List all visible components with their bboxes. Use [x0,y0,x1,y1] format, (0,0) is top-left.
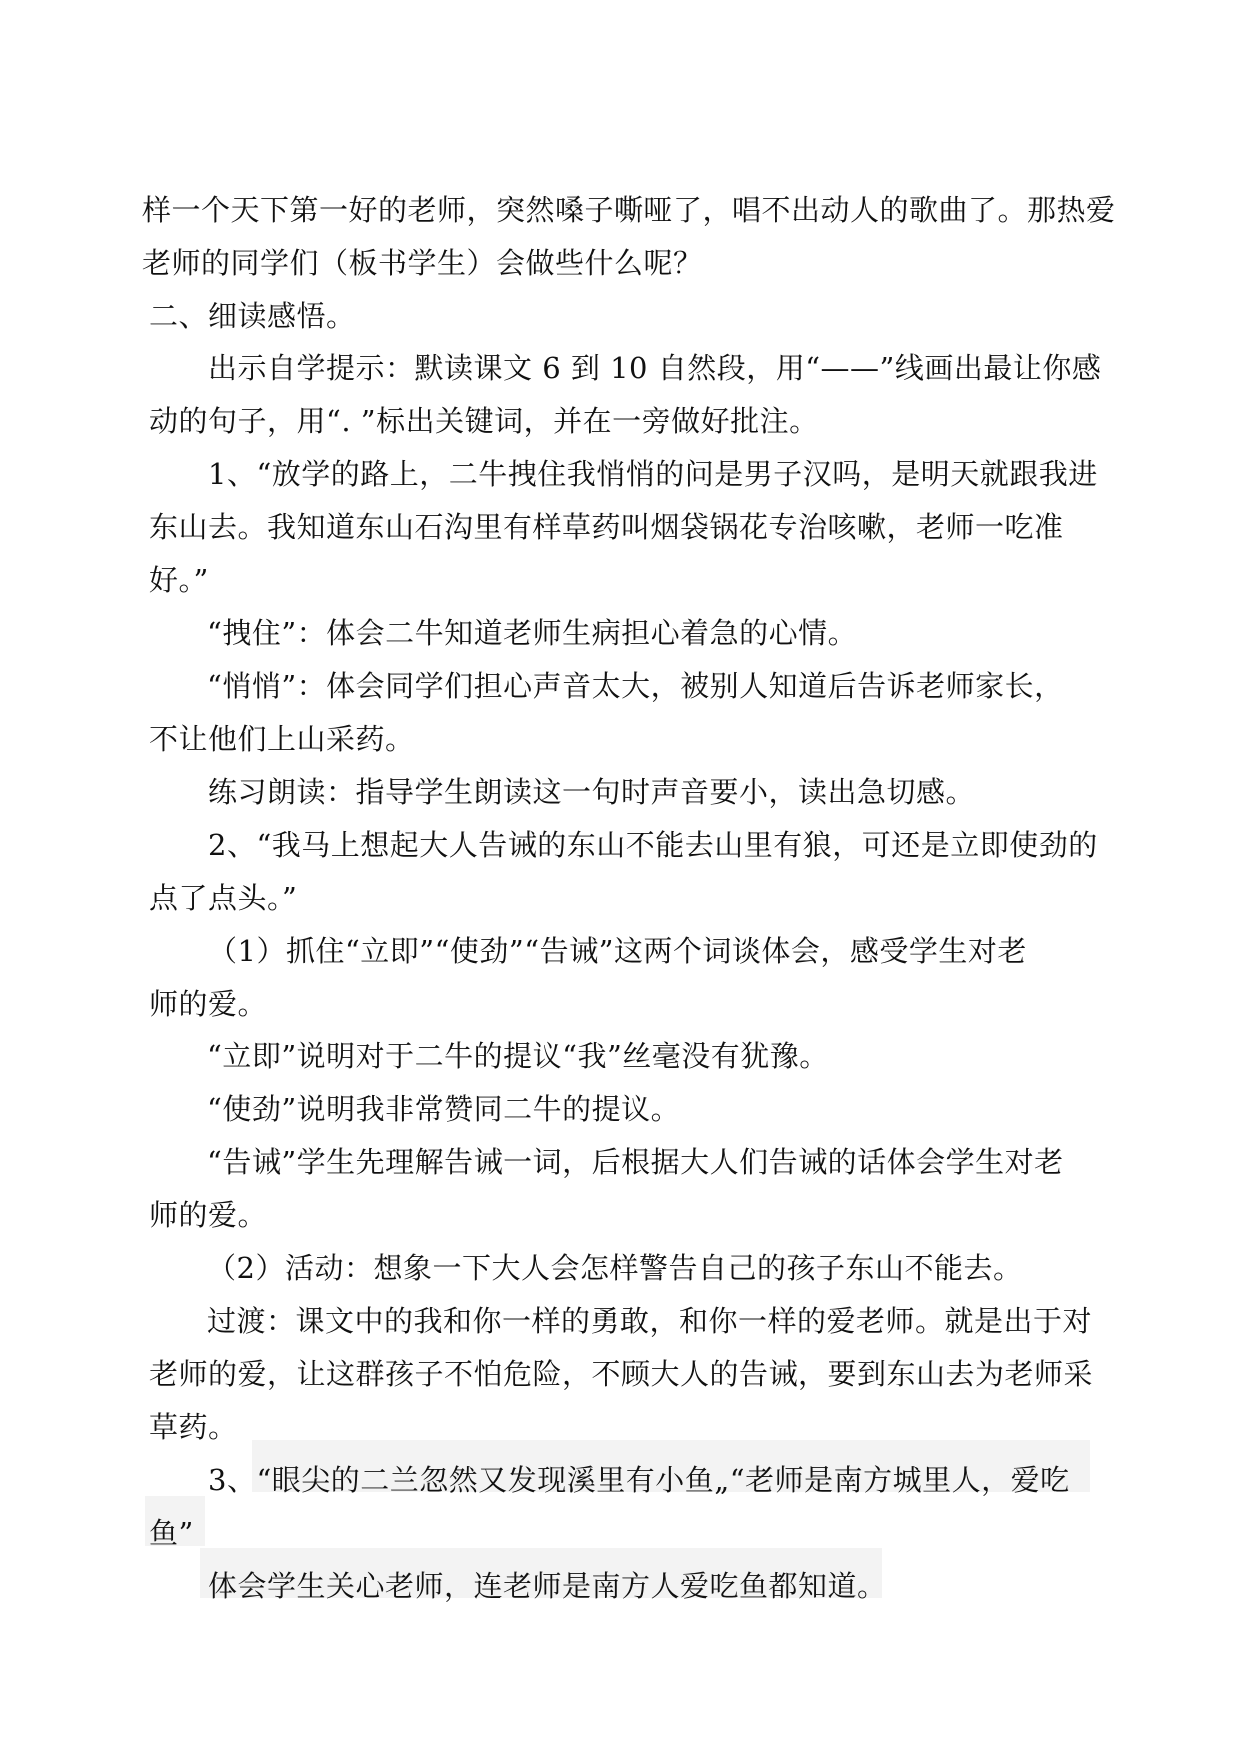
text-line: （1）抓住“立即”“使劲”“告诫”这两个词谈体会，感受学生对老 [208,934,1027,968]
text-line: 出示自学提示：默读课文 6 到 10 自然段，用“——”线画出最让你感 [208,351,1102,385]
text-line: 练习朗读：指导学生朗读这一句时声音要小，读出急切感。 [208,775,976,809]
text-line: “告诫”学生先理解告诫一词，后根据大人们告诫的话体会学生对老 [207,1145,1064,1179]
text-line: 老师的爱，让这群孩子不怕危险，不顾大人的告诫，要到东山去为老师采 [149,1357,1094,1391]
text-line: 草药。 [149,1410,238,1444]
text-line: 1、“放学的路上，二牛拽住我悄悄的问是男子汉吗，是明天就跟我进 [208,457,1098,491]
text-line: 过渡：课文中的我和你一样的勇敢，和你一样的爱老师。就是出于对 [207,1304,1093,1338]
text-line: 体会学生关心老师，连老师是南方人爱吃鱼都知道。 [208,1569,887,1603]
text-line: 好。” [149,563,209,597]
text-line: “悄悄”：体会同学们担心声音太大，被别人知道后告诉老师家长， [207,669,1064,703]
text-line: 不让他们上山采药。 [149,722,415,756]
section-heading: 二、细读感悟。 [149,299,356,333]
text-line: 3、“眼尖的二兰忽然又发现溪里有小鱼„“老师是南方城里人，爱吃 [208,1463,1070,1497]
text-line: （2）活动：想象一下大人会怎样警告自己的孩子东山不能去。 [207,1251,1023,1285]
text-line: “立即”说明对于二牛的提议“我”丝毫没有犹豫。 [207,1039,829,1073]
text-line: 点了点头。” [149,881,298,915]
text-line: “使劲”说明我非常赞同二牛的提议。 [207,1092,681,1126]
text-line: 鱼” [149,1516,194,1550]
text-line: 2、“我马上想起大人告诫的东山不能去山里有狼，可还是立即使劲的 [208,828,1098,862]
text-line: 动的句子，用“. ”标出关键词，并在一旁做好批注。 [149,404,819,438]
text-line: 老师的同学们（板书学生）会做些什么呢？ [142,246,703,280]
text-line: 样一个天下第一好的老师，突然嗓子嘶哑了，唱不出动人的歌曲了。那热爱 [142,193,1116,227]
text-line: 师的爱。 [149,1198,268,1232]
text-line: 师的爱。 [149,987,268,1021]
text-line: “拽住”：体会二牛知道老师生病担心着急的心情。 [207,616,858,650]
text-line: 东山去。我知道东山石沟里有样草药叫烟袋锅花专治咳嗽，老师一吃准 [149,510,1064,544]
